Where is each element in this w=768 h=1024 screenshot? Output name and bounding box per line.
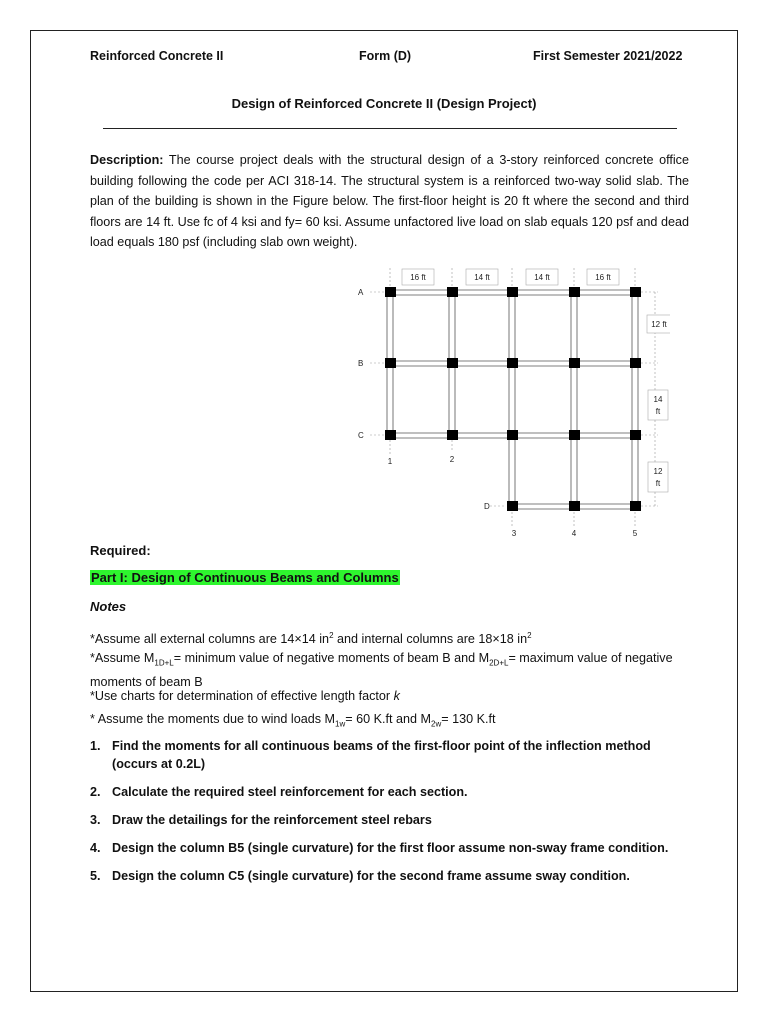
span-label: 14 ft: [534, 273, 550, 282]
task-number: 3.: [90, 813, 101, 827]
task-list: [90, 737, 670, 895]
task-text: Design the column B5 (single curvature) for the first floor assume non-sway frame condition.: [112, 841, 669, 855]
span-label: 16 ft: [410, 273, 426, 282]
task-text: Calculate the required steel reinforcement for each section.: [112, 785, 468, 799]
span-label: 12 ft: [651, 320, 667, 329]
task-text: Design the column C5 (single curvature) for the second frame assume sway condition.: [112, 869, 630, 883]
task-text: Find the moments for all continuous beams of the first-floor point of the inflection method (occurs at 0.2L): [112, 739, 651, 771]
col-label-5: 5: [632, 529, 638, 538]
task-number: 4.: [90, 841, 101, 855]
note-charts: [90, 687, 690, 705]
task-item: [90, 783, 670, 801]
note-text: *Assume all external columns are 14×14 in: [90, 632, 330, 647]
row-label-b: B: [358, 359, 364, 368]
note-sub: 2D+L: [489, 658, 509, 668]
row-label-a: A: [358, 288, 364, 297]
header-semester: First Semester 2021/2022: [533, 49, 683, 63]
note-text: *Assume M: [90, 651, 155, 665]
note-text: and internal columns are 18×18 in: [333, 632, 528, 647]
task-item: [90, 811, 670, 829]
span-label: 14: [653, 395, 663, 404]
note-sup: 2: [527, 631, 532, 640]
note-text: *Use charts for determination of effective length factor: [90, 689, 394, 703]
span-label: 12: [653, 467, 663, 476]
page-title: Design of Reinforced Concrete II (Design Project): [231, 96, 537, 111]
task-number: 1.: [90, 739, 101, 753]
note-text: = maximum value of negative moments of beam B: [90, 651, 673, 689]
span-label: 14 ft: [474, 273, 490, 282]
col-label-4: 4: [571, 529, 577, 538]
note-sup: 2: [329, 631, 334, 640]
note-columns: [90, 627, 690, 648]
task-item: [90, 737, 670, 773]
note-sub: 1D+L: [154, 658, 174, 668]
task-item: [90, 839, 670, 857]
row-label-c: C: [358, 431, 364, 440]
row-label-d: D: [484, 502, 490, 511]
header-course: Reinforced Concrete II: [90, 49, 224, 63]
building-plan-figure: [350, 262, 670, 544]
beam-lines: [387, 290, 638, 509]
col-label-1: 1: [387, 457, 393, 466]
task-item: [90, 867, 670, 885]
task-number: 2.: [90, 785, 101, 799]
span-label: ft: [655, 407, 661, 416]
required-label: Required:: [90, 543, 151, 558]
dimension-lines: [370, 268, 658, 526]
title-divider: [103, 128, 677, 129]
part1-heading: Part I: Design of Continuous Beams and Columns: [91, 570, 399, 585]
task-text: Draw the detailings for the reinforcement steel rebars: [112, 813, 432, 827]
column-markers: [385, 287, 641, 511]
note-sub: 1w: [335, 719, 346, 729]
col-label-3: 3: [511, 529, 517, 538]
note-sub: 2w: [431, 719, 442, 729]
task-number: 5.: [90, 869, 101, 883]
top-span-boxes: [402, 269, 619, 285]
header-form: Form (D): [359, 49, 412, 63]
note-k: k: [393, 689, 400, 703]
note-text: = 130 K.ft: [441, 712, 496, 726]
description-paragraph: [90, 150, 689, 253]
note-moments: [90, 649, 690, 691]
span-label: ft: [655, 479, 661, 488]
notes-label: Notes: [90, 599, 127, 614]
note-text: = minimum value of negative moments of beam B and M: [173, 651, 490, 665]
span-label: 16 ft: [595, 273, 611, 282]
description-label: Description:: [90, 153, 164, 167]
note-text: * Assume the moments due to wind loads M: [90, 712, 335, 726]
description-text: The course project deals with the structural design of a 3-story reinforced concrete office building following the code per ACI 318-14. The structural system is a reinforced two-way solid slab. The plan of the building is shown in the Figure below. The first-floor height is 20 ft where the second and third floors are 14 ft. Use fc of 4 ksi and fy= 60 ksi. Assume unfactored live load on slab equals 120 psf and dead load equals 180 psf (including slab own weight).: [90, 153, 689, 249]
note-text: = 60 K.ft and M: [345, 712, 431, 726]
col-label-2: 2: [449, 455, 455, 464]
note-wind: [90, 710, 690, 734]
